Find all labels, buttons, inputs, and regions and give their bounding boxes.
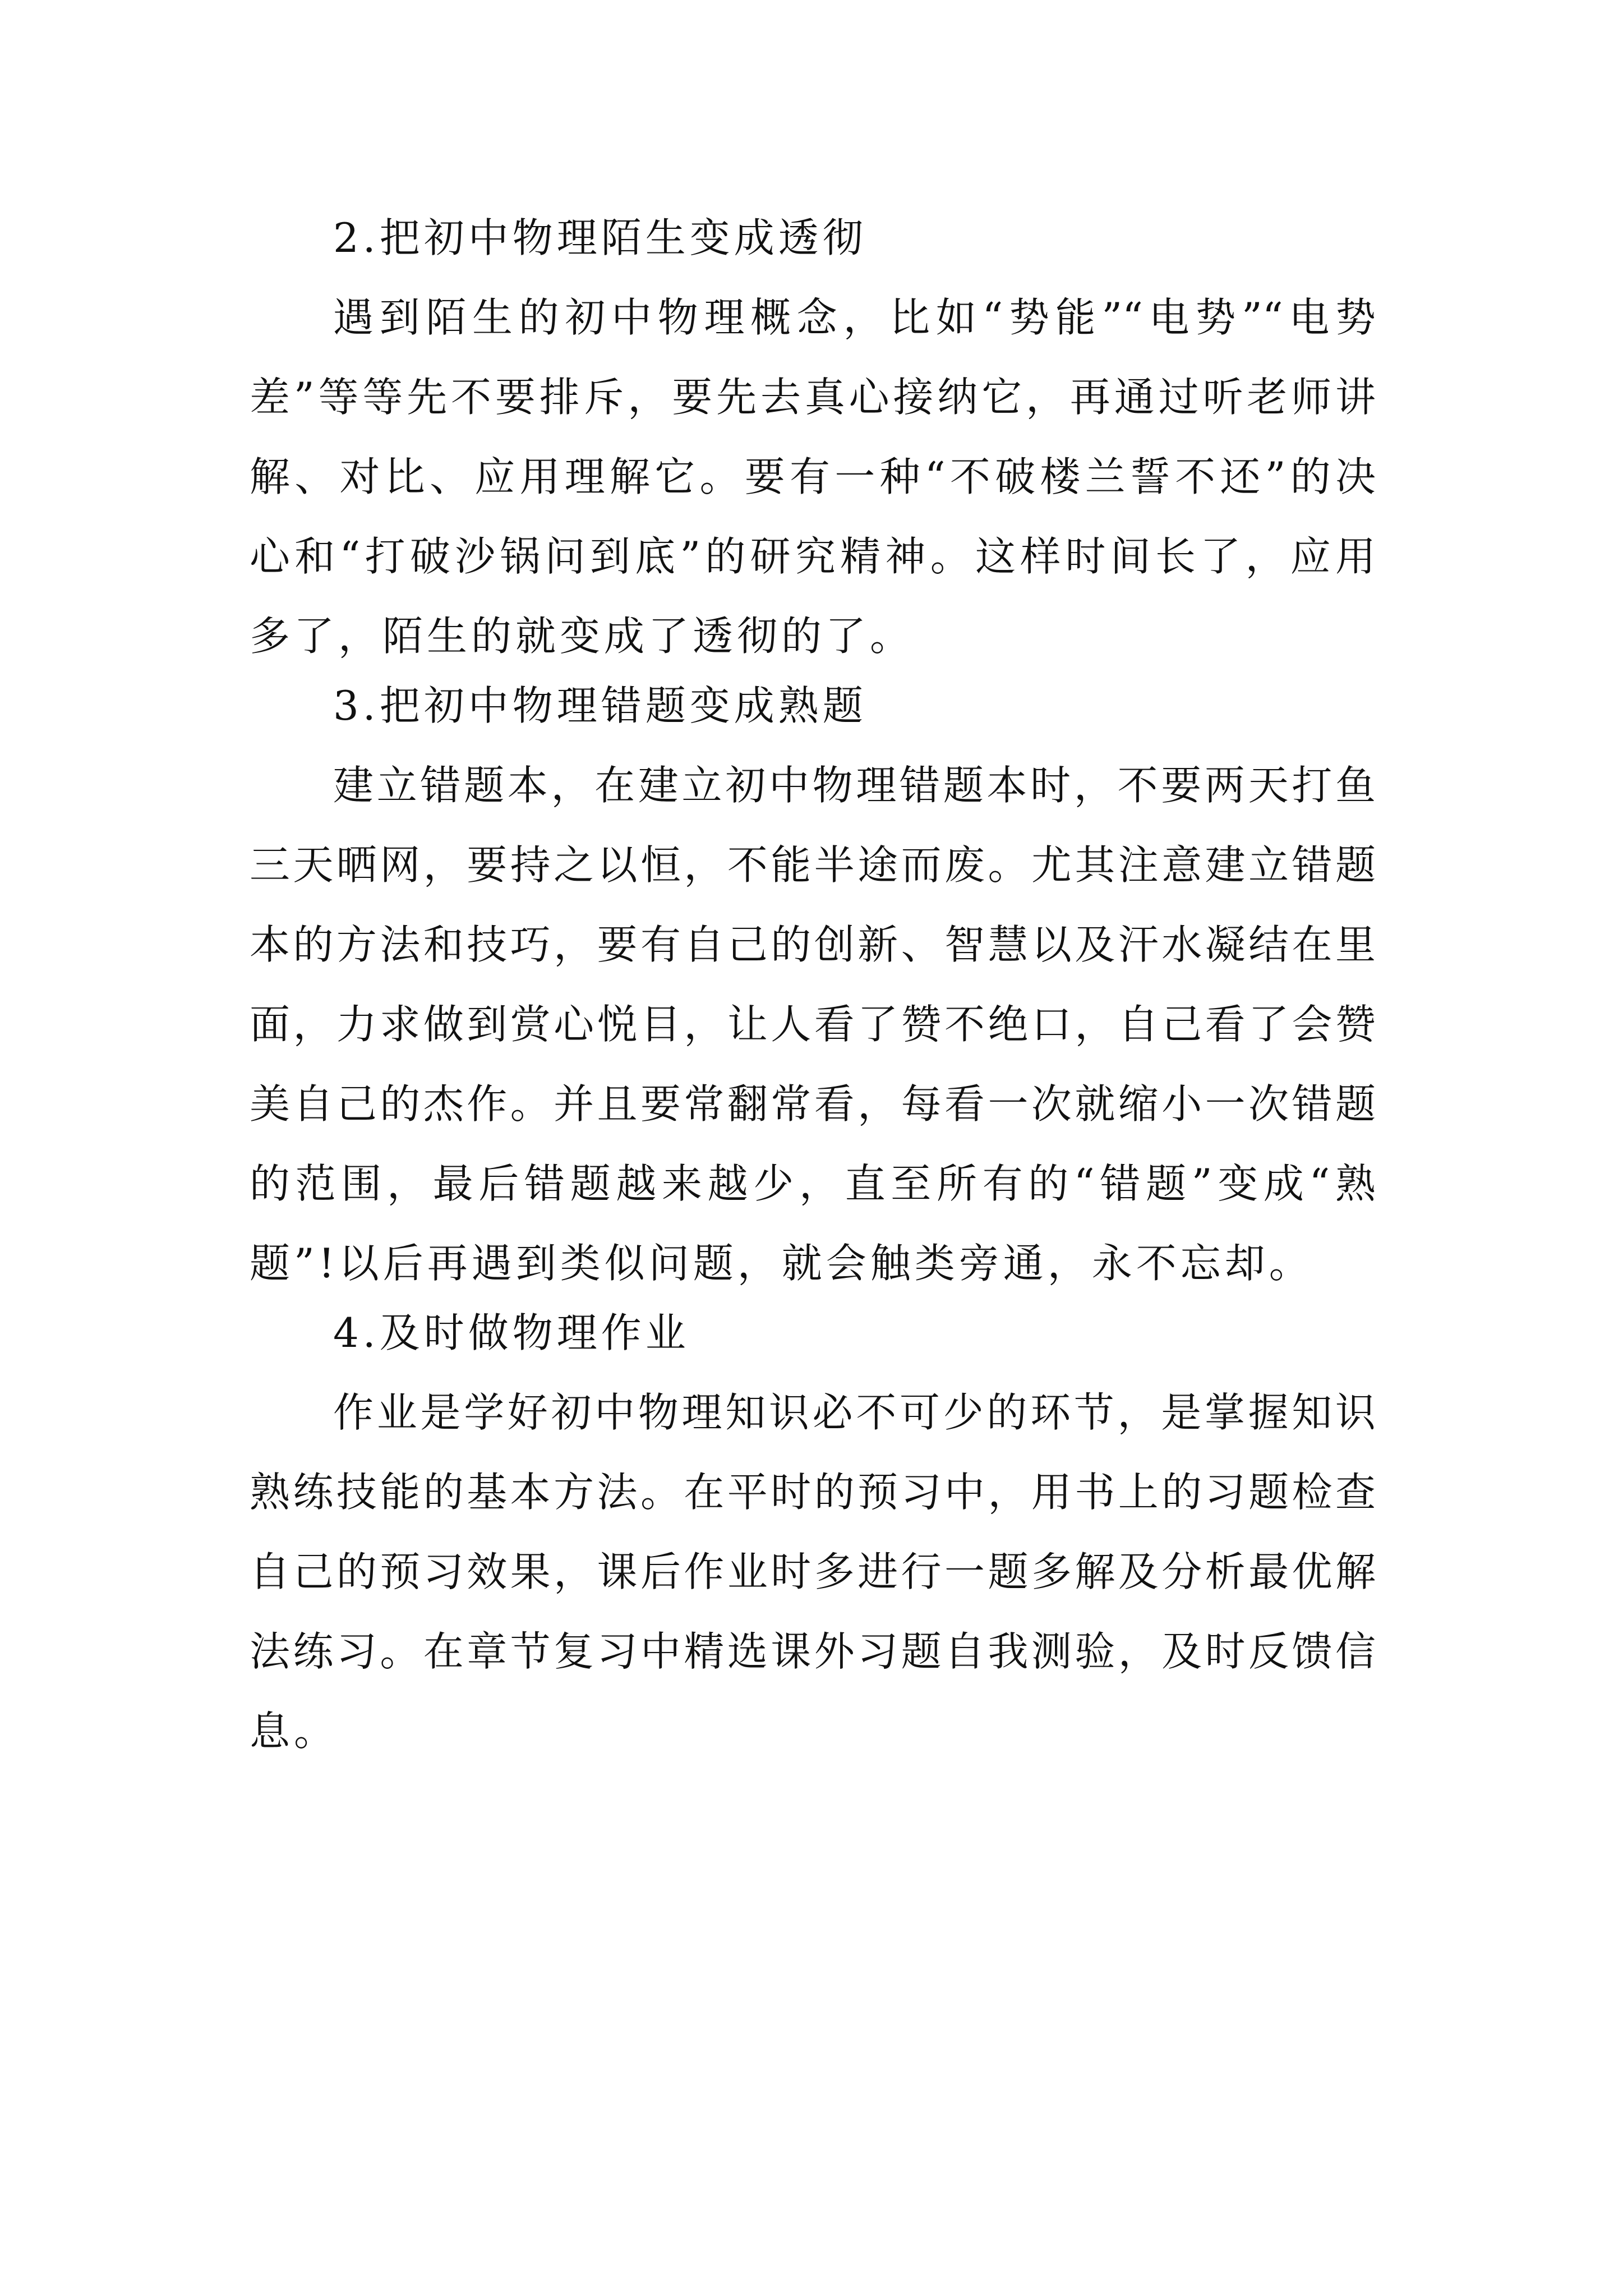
section-4-line-1: 作业是学好初中物理知识必不可少的环节，是掌握知识 [333, 1389, 1376, 1436]
section-3-line-1: 建立错题本，在建立初中物理错题本时，不要两天打鱼 [333, 762, 1376, 809]
section-2-line-4: 心和“打破沙锅问到底”的研究精神。这样时间长了，应用 [250, 533, 1376, 580]
section-4-heading: 4.及时做物理作业 [333, 1309, 690, 1356]
section-4-line-4: 法练习。在章节复习中精选课外习题自我测验，及时反馈信 [250, 1628, 1376, 1675]
section-3-line-4: 面，力求做到赏心悦目，让人看了赞不绝口，自己看了会赞 [250, 1001, 1376, 1048]
section-2-line-5: 多了，陌生的就变成了透彻的了。 [250, 613, 915, 660]
section-2-line-1: 遇到陌生的初中物理概念，比如“势能”“电势”“电势 [333, 294, 1376, 341]
section-3-line-7: 题”!以后再遇到类似问题，就会触类旁通，永不忘却。 [250, 1240, 1313, 1287]
section-3-line-6: 的范围，最后错题越来越少，直至所有的“错题”变成“熟 [250, 1160, 1376, 1207]
section-4-line-2: 熟练技能的基本方法。在平时的预习中，用书上的习题检查 [250, 1469, 1376, 1516]
section-4-line-5: 息。 [250, 1708, 339, 1755]
section-3-line-3: 本的方法和技巧，要有自己的创新、智慧以及汗水凝结在里 [250, 921, 1376, 968]
section-2-heading: 2.把初中物理陌生变成透彻 [333, 214, 867, 261]
section-4-line-3: 自己的预习效果，课后作业时多进行一题多解及分析最优解 [250, 1548, 1376, 1595]
section-3-heading: 3.把初中物理错题变成熟题 [333, 682, 867, 729]
section-2-line-2: 差”等等先不要排斥，要先去真心接纳它，再通过听老师讲 [250, 374, 1376, 421]
section-3-line-2: 三天晒网，要持之以恒，不能半途而废。尤其注意建立错题 [250, 841, 1376, 889]
section-2-line-3: 解、对比、应用理解它。要有一种“不破楼兰誓不还”的决 [250, 453, 1376, 500]
section-3-line-5: 美自己的杰作。并且要常翻常看，每看一次就缩小一次错题 [250, 1080, 1376, 1128]
